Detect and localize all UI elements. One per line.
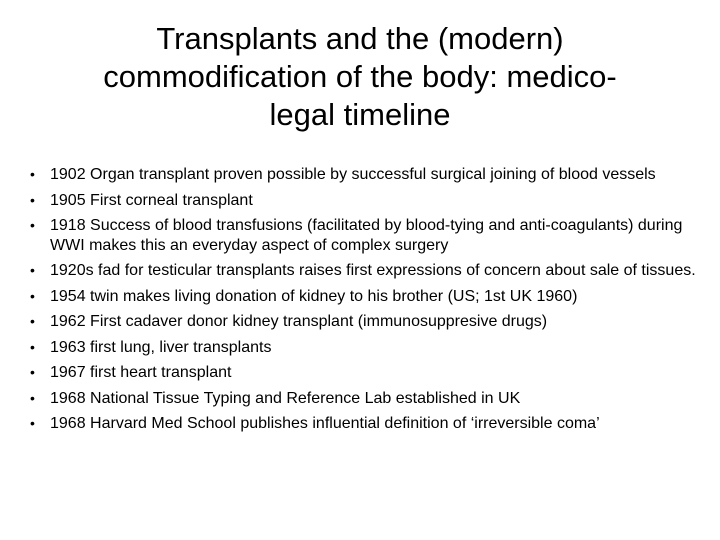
list-item-text: 1967 first heart transplant	[50, 364, 232, 381]
list-item-text: 1968 National Tissue Typing and Reference Lab established in UK	[50, 389, 521, 407]
bullet-icon: •	[30, 191, 35, 208]
list-item-text: 1954 twin makes living donation of kidney to his brother (US; 1st UK 1960)	[50, 287, 578, 305]
bullet-icon: •	[30, 389, 35, 406]
slide-title	[36, 20, 684, 134]
list-item	[30, 389, 702, 409]
list-item-text: 1902 Organ transplant proven possible by successful surgical joining of blood vessels	[50, 166, 656, 183]
bullet-icon: •	[30, 287, 35, 304]
list-item	[30, 312, 702, 332]
list-item-text: 1962 First cadaver donor kidney transplant (immunosuppresive drugs)	[50, 313, 548, 330]
list-item	[30, 363, 702, 383]
bullet-icon: •	[30, 217, 35, 233]
title-line: legal timeline	[269, 97, 451, 132]
list-item	[30, 414, 702, 434]
timeline-list	[30, 165, 702, 440]
list-item-text: 1918 Success of blood transfusions (facilitated by blood-tying and anti-coagulants) during WWI makes this an everyday aspect of complex surgery	[50, 217, 683, 254]
list-item-text: 1968 Harvard Med School publishes influential definition of ‘irreversible coma’	[50, 415, 600, 432]
list-item	[30, 287, 702, 307]
bullet-icon: •	[30, 338, 35, 355]
title-line: Transplants and the (modern)	[156, 21, 564, 56]
bullet-icon: •	[30, 262, 35, 278]
bullet-icon: •	[30, 364, 35, 380]
list-item	[30, 216, 702, 255]
list-item	[30, 261, 702, 281]
bullet-icon: •	[30, 166, 35, 182]
list-item	[30, 191, 702, 211]
list-item-text: 1920s fad for testicular transplants raises first expressions of concern about sale of tissues.	[50, 262, 696, 279]
list-item	[30, 338, 702, 358]
list-item	[30, 165, 702, 185]
title-line: commodification of the body: medico-	[103, 59, 617, 94]
bullet-icon: •	[30, 313, 35, 329]
bullet-icon: •	[30, 415, 35, 431]
list-item-text: 1963 first lung, liver transplants	[50, 338, 272, 356]
list-item-text: 1905 First corneal transplant	[50, 191, 253, 209]
